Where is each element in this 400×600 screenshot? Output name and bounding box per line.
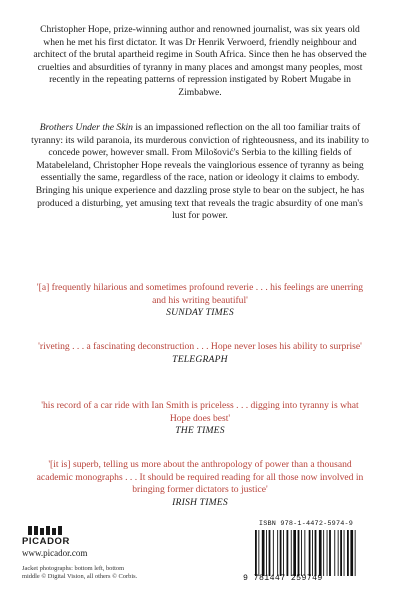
publisher-logo-icon [28,526,66,535]
review-quote-text: '[it is] superb, telling us more about the anthropology of power than a thousand academic monographs . . . It should be required reading for all those now involved in bringing former dictators to justice' [36,459,364,496]
publisher-logo [22,526,82,548]
blurb-paragraph-1: Christopher Hope, prize-winning author and renowned journalist, was six years old when he met his first dictator. It was Dr Henrik Verwoerd, friendly neighbour and architect of the brutal apartheid regime in South Africa. Since then he has observed the cruelties and absurdities of tyranny in many places and amongst many peoples, most recently in the repeating patterns of repression instigated by Robert Mugabe in Zimbabwe. [33,24,367,98]
review-quote [30,459,370,509]
review-quote [30,400,370,438]
book-title: Brothers Under the Skin [39,122,133,133]
isbn-label: ISBN 978-1-4472-5974-9 [258,520,354,528]
publisher-name: PICADOR [22,536,71,547]
blurb-paragraph-2 [30,122,370,223]
review-quote [30,282,370,320]
review-quote-text: 'his record of a car ride with Ian Smith is priceless . . . digging into tyranny is what Hope does best' [41,400,359,424]
barcode [243,520,369,586]
review-source: THE TIMES [175,425,225,437]
review-quote [30,341,370,366]
jacket-credits: Jacket photographs: bottom left, bottom middle © Digital Vision, all others © Corbis. [22,565,138,580]
review-quote-text: 'riveting . . . a fascinating deconstruction . . . Hope never loses his ability to surprise' [38,341,362,352]
review-source: IRISH TIMES [172,496,228,508]
blurb-paragraph-2-text: is an impassioned reflection on the all too familiar traits of tyranny: its wild paranoia, its murderous conviction of righteousness, and its inability to concede power, however small. From Milošović's Serbia to the killing fields of Matabeleland, Christopher Hope reveals the vainglorious essence of tyranny as being essentially the same, regardless of the race, nation or ideology it claims to embody. Bringing his unique experience and dazzling prose style to bear on the subject, he has produced a disturbing, yet amusing text that reveals the tragic absurdity of one man's lust for power. [31,122,369,222]
review-quote-text: '[a] frequently hilarious and sometimes profound reverie . . . his feelings are unerring and his writing beautiful' [36,282,364,306]
review-source: TELEGRAPH [172,353,228,365]
review-source: SUNDAY TIMES [166,307,234,319]
publisher-url: www.picador.com [22,548,88,558]
barcode-bars [255,530,363,576]
barcode-digits: 9 781447 259749 [243,574,323,583]
